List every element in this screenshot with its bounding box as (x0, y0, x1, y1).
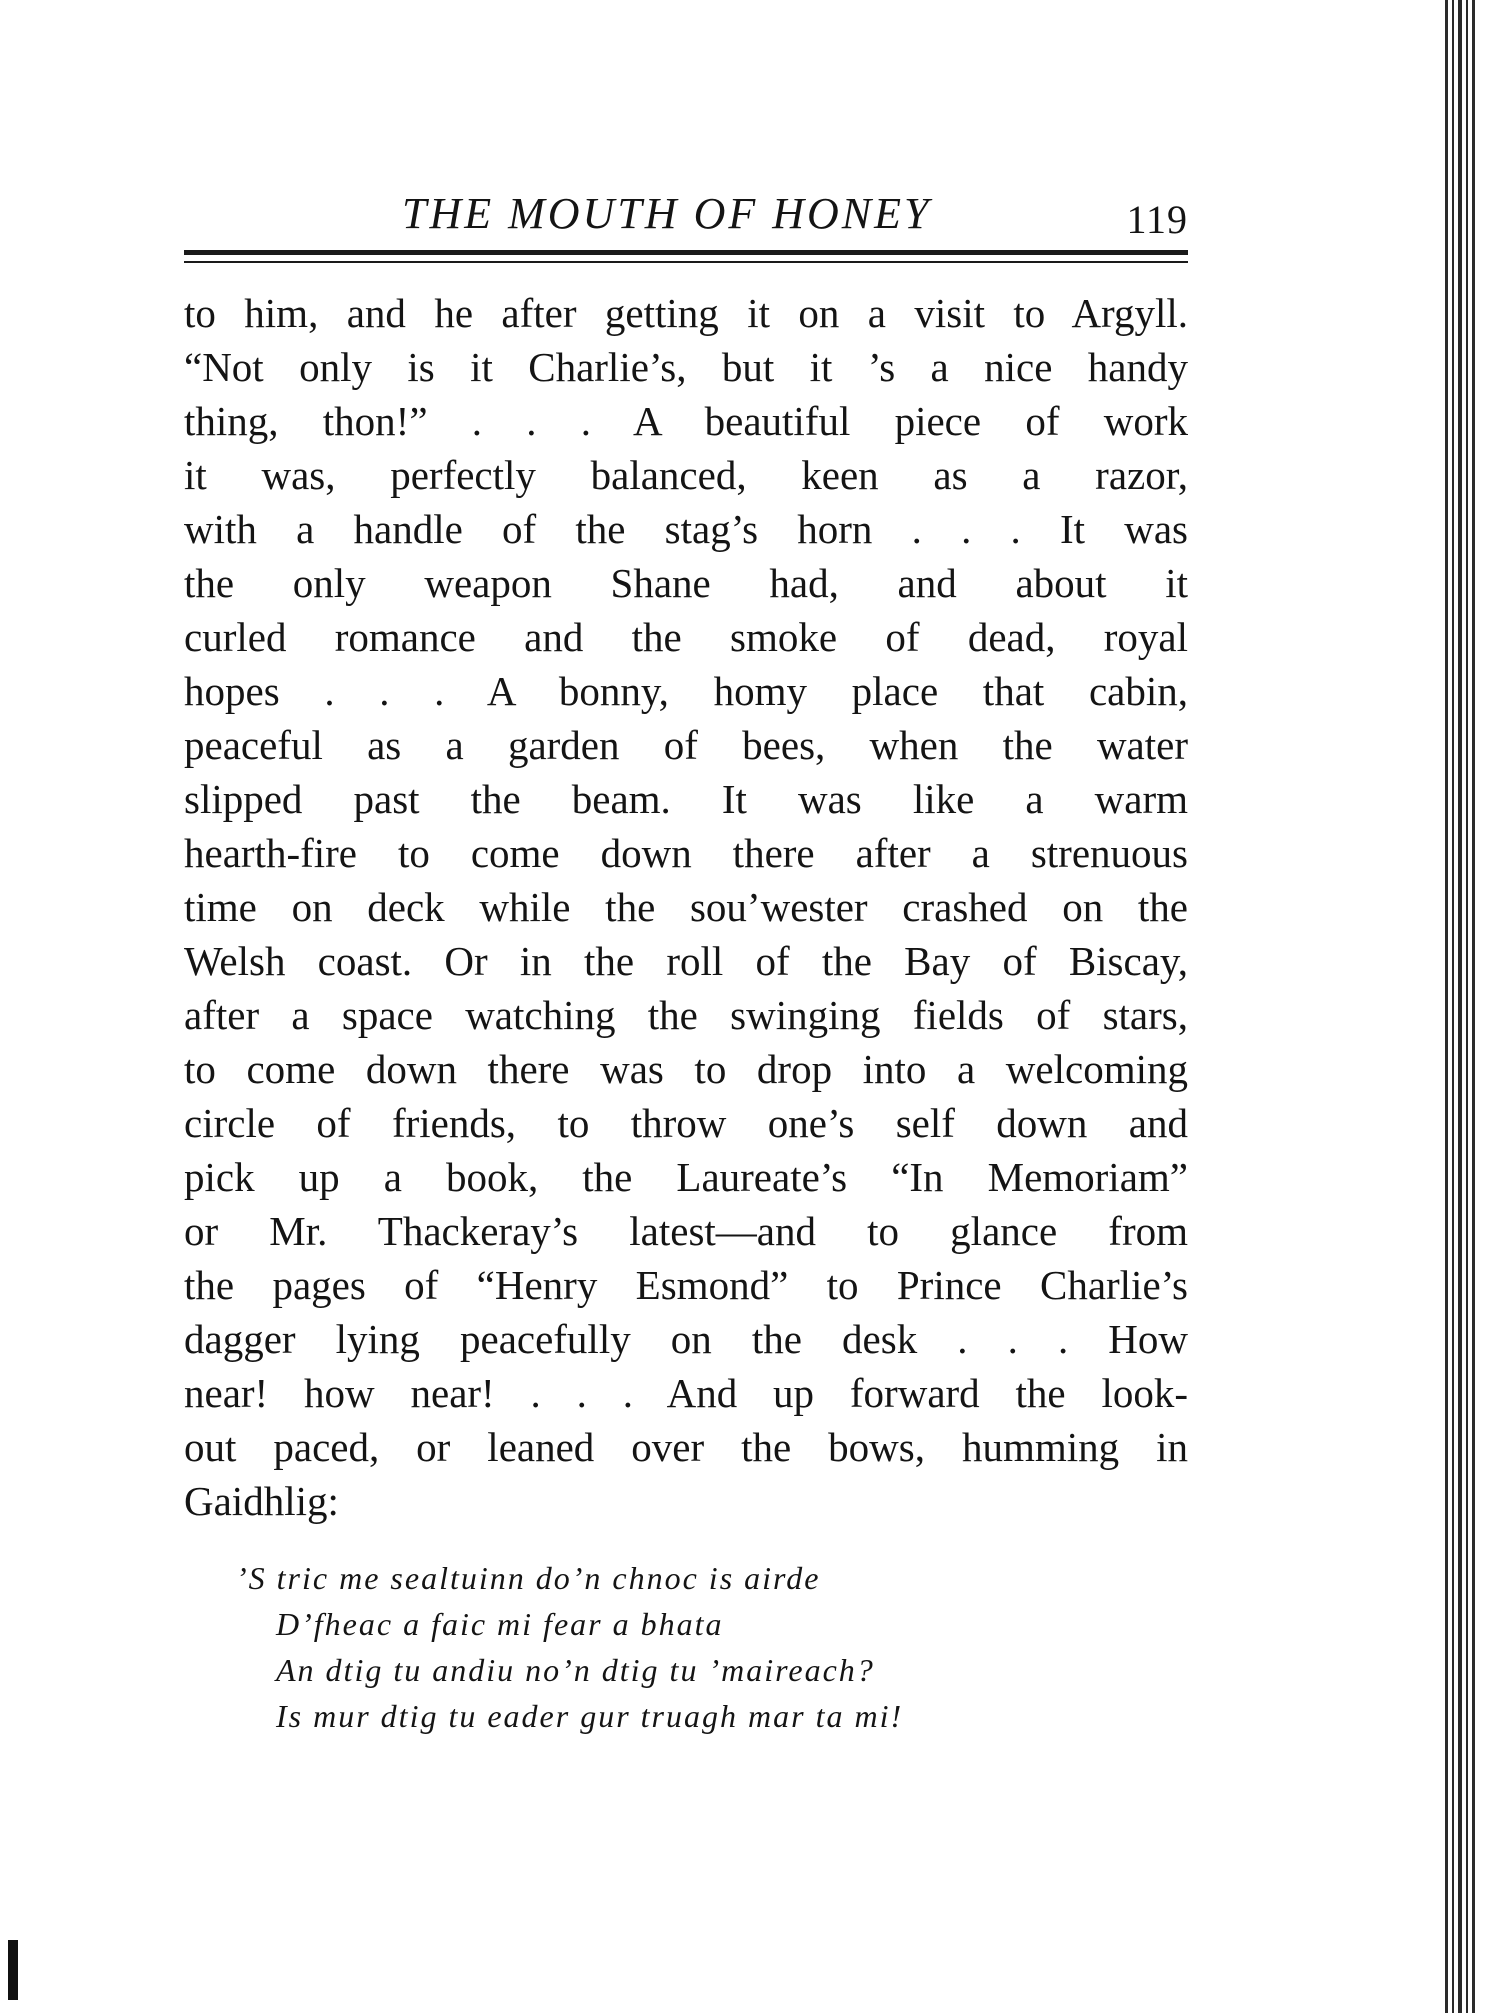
verse-line: ’S tric me sealtuinn do’n chnoc is airde (236, 1560, 821, 1596)
text-line: near! how near! . . . And up forward the look- (184, 1370, 1188, 1416)
text-line: hearth-fire to come down there after a strenuous (184, 830, 1188, 876)
text-line: “Not only is it Charlie’s, but it ’s a nice handy (184, 344, 1188, 390)
text-line: the only weapon Shane had, and about it (184, 560, 1188, 606)
verse-line: An dtig tu andiu no’n dtig tu ’maireach? (276, 1652, 875, 1688)
scan-mark (8, 1940, 18, 2000)
verse-block (236, 1555, 1136, 1739)
text-line: thing, thon!” . . . A beautiful piece of work (184, 398, 1188, 444)
body-text (184, 286, 1188, 1528)
verse-line: Is mur dtig tu eader gur truagh mar ta mi! (276, 1698, 904, 1734)
text-line: time on deck while the sou’wester crashed on the (184, 884, 1188, 930)
header-rule-thin (184, 261, 1188, 263)
text-line: hopes . . . A bonny, homy place that cabin, (184, 668, 1188, 714)
text-line: out paced, or leaned over the bows, humming in (184, 1424, 1188, 1470)
text-line: dagger lying peacefully on the desk . . . How (184, 1316, 1188, 1362)
text-line: to come down there was to drop into a welcoming (184, 1046, 1188, 1092)
text-line: circle of friends, to throw one’s self down and (184, 1100, 1188, 1146)
text-line: pick up a book, the Laureate’s “In Memoriam” (184, 1154, 1188, 1200)
verse-line: D’fheac a faic mi fear a bhata (276, 1606, 724, 1642)
header-rule-thick (184, 250, 1188, 255)
text-line: after a space watching the swinging fields of stars, (184, 992, 1188, 1038)
text-line: or Mr. Thackeray’s latest—and to glance from (184, 1208, 1188, 1254)
running-title: THE MOUTH OF HONEY (402, 189, 932, 238)
text-line: curled romance and the smoke of dead, royal (184, 614, 1188, 660)
text-line: it was, perfectly balanced, keen as a razor, (184, 452, 1188, 498)
text-line: Welsh coast. Or in the roll of the Bay of Biscay, (184, 938, 1188, 984)
page-number: 119 (1126, 197, 1188, 242)
text-line: to him, and he after getting it on a visit to Argyll. (184, 290, 1188, 336)
page-binding-edge (1437, 0, 1487, 2013)
text-line: slipped past the beam. It was like a warm (184, 776, 1188, 822)
text-line: with a handle of the stag’s horn . . . It was (184, 506, 1188, 552)
text-line: the pages of “Henry Esmond” to Prince Charlie’s (184, 1262, 1188, 1308)
text-line: peaceful as a garden of bees, when the water (184, 722, 1188, 768)
running-head (184, 188, 1188, 248)
text-line: Gaidhlig: (184, 1478, 339, 1524)
